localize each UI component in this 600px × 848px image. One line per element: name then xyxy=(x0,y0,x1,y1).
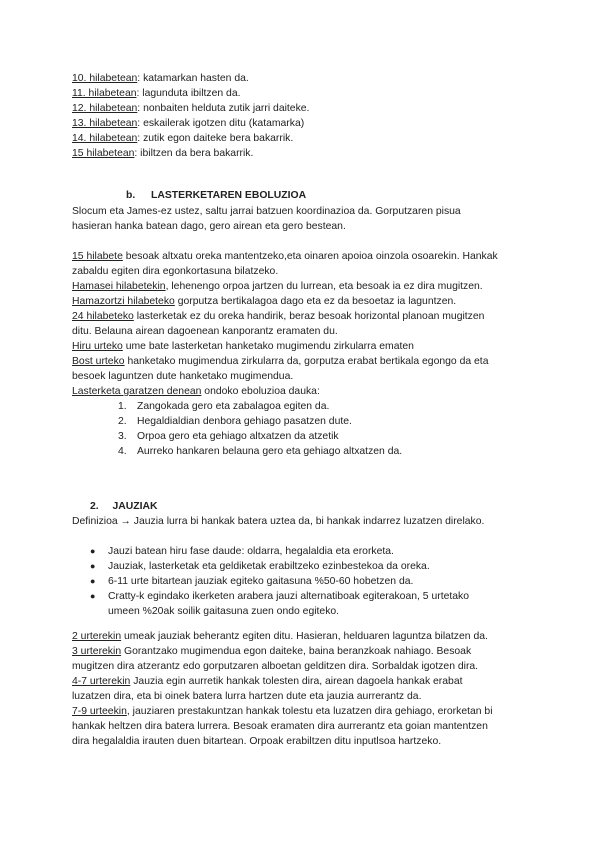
month-term: 12. hilabetean xyxy=(72,103,138,114)
month-term: 13. hilabetean xyxy=(72,118,138,129)
age-term: 7-9 urteekin xyxy=(72,706,127,717)
age-paragraph-line xyxy=(72,675,462,688)
age-term: 2 urterekin xyxy=(72,631,122,642)
age-paragraph-line xyxy=(72,645,471,658)
section-2-heading xyxy=(90,500,157,513)
age-paragraph-line xyxy=(72,385,320,398)
age-paragraph-line: dira hegalaldia irauten duen bitartean. Orpoak erabiltzen ditu inputlsoa hartzeko. xyxy=(72,736,442,747)
month-text: : lagunduta ibiltzen da. xyxy=(136,88,241,99)
section-2-title: JAUZIAK xyxy=(112,501,158,512)
bullet-dot: ● xyxy=(90,561,96,571)
list-number: 1. xyxy=(118,401,127,412)
list-number: 2. xyxy=(118,416,127,427)
age-text: lasterketak ez du oreka handirik, beraz besoak horizontal planoan mugitzen xyxy=(133,311,485,322)
bullet-item: Jauziak, lasterketak eta geldiketak erabiltzeko ezinbestekoa da oreka. xyxy=(108,561,430,572)
section-b-letter: b. xyxy=(126,190,136,201)
bullet-item: Cratty-k egindako ikerketen arabera jauzi alternatiboak egiterakoan, 5 urtetako xyxy=(108,591,469,602)
age-paragraph-line: ditu. Belauna airean dagoenean kanporantz eramaten du. xyxy=(72,326,338,337)
age-paragraph-line xyxy=(72,630,488,643)
age-text: ondoko eboluzioa dauka: xyxy=(201,386,320,397)
bullet-item: Jauzi batean hiru fase daude: oldarra, hegalaldia eta erorketa. xyxy=(108,546,394,557)
section-2-number: 2. xyxy=(90,501,99,512)
age-term: 24 hilabeteko xyxy=(72,311,134,322)
month-text: : ibiltzen da bera bakarrik. xyxy=(134,148,254,159)
section-b-title: LASTERKETAREN EBOLUZIOA xyxy=(151,190,307,201)
age-paragraph-line: hankak heltzen dira batera lurrera. Besoak eramaten dira aurrerantz eta goian mantentzen xyxy=(72,721,488,732)
month-item xyxy=(72,102,309,115)
age-paragraph-line: luzatzen dira, eta bi oinek batera lurra hartzen dute eta jauzia aurrerantz da. xyxy=(72,691,422,702)
age-paragraph-line xyxy=(72,250,498,263)
age-paragraph-line xyxy=(72,310,484,323)
age-term: 15 hilabete xyxy=(72,251,123,262)
month-item xyxy=(72,72,249,85)
list-item: Hegaldialdian denbora gehiago pasatzen dute. xyxy=(137,416,352,427)
month-item xyxy=(72,132,293,145)
month-term: 10. hilabetean xyxy=(72,73,138,84)
age-text: hanketako mugimendua zirkularra da, gorputza erabat bertikala egongo da eta xyxy=(124,356,489,367)
age-term: 4-7 urterekin xyxy=(72,676,131,687)
age-term: Lasterketa garatzen denean xyxy=(72,386,202,397)
list-item: Zangokada gero eta zabalagoa egiten da. xyxy=(137,401,330,412)
month-term: 11. hilabetean xyxy=(72,88,137,99)
month-text: : eskailerak igotzen ditu (katamarka) xyxy=(137,118,305,129)
age-term: Hamasei hilabetekin xyxy=(72,281,166,292)
age-paragraph-line: mugitzen dira atzerantz edo gorputzaren alboetan gelditzen dira. Sorbaldak igotzen dira. xyxy=(72,661,479,672)
bullet-item-continuation: umeen %20ak soilik gaitasuna zuen ondo egiteko. xyxy=(108,606,340,617)
age-text: , lehenengo orpoa jartzen du lurrean, eta besoak ia ez dira mugitzen. xyxy=(165,281,483,292)
age-paragraph-line xyxy=(72,280,483,293)
month-term: 15 hilabetean xyxy=(72,148,135,159)
age-text: umeak jauziak beherantz egiten ditu. Hasieran, helduaren laguntza bilatzen da. xyxy=(121,631,488,642)
age-paragraph-line xyxy=(72,705,493,718)
list-number: 4. xyxy=(118,446,127,457)
month-item xyxy=(72,147,253,160)
month-text: : nonbaiten helduta zutik jarri daiteke. xyxy=(137,103,310,114)
list-number: 3. xyxy=(118,431,127,442)
month-text: : zutik egon daiteke bera bakarrik. xyxy=(137,133,294,144)
age-text: , jauziaren prestakuntzan hankak tolestu eta luzatzen dira gehiago, erorketan bi xyxy=(126,706,493,717)
section-b-intro-line: Slocum eta James-ez ustez, saltu jarrai batzuen koordinazioa da. Gorputzaren pisua xyxy=(72,206,461,217)
age-text: besoak altxatu oreka mantentzeko,eta oinaren apoioa oinzola osoarekin. Hankak xyxy=(122,251,498,262)
age-text: Gorantzako mugimendua egon daiteke, baina beranzkoak nahiago. Besoak xyxy=(121,646,472,657)
age-text: gorputza bertikalagoa dago eta ez da besoetaz ia laguntzen. xyxy=(174,296,457,307)
age-paragraph-line: besoek laguntzen dute hanketako mugimendua. xyxy=(72,371,294,382)
age-paragraph-line xyxy=(72,340,414,353)
bullet-dot: ● xyxy=(90,546,96,556)
age-term: Hamazortzi hilabeteko xyxy=(72,296,175,307)
bullet-dot: ● xyxy=(90,591,96,601)
age-term: Hiru urteko xyxy=(72,341,123,352)
age-text: ume bate lasterketan hanketako mugimendu zirkularra ematen xyxy=(122,341,414,352)
age-term: Bost urteko xyxy=(72,356,125,367)
list-item: Aurreko hankaren belauna gero eta gehiago altxatzen da. xyxy=(137,446,403,457)
month-item xyxy=(72,87,241,100)
section-b-intro-line: hasieran hanka batean dago, gero airean eta gero bestean. xyxy=(72,221,346,232)
age-term: 3 urterekin xyxy=(72,646,122,657)
month-term: 14. hilabetean xyxy=(72,133,138,144)
age-text: Jauzia egin aurretik hankak tolesten dira, airean dagoela hankak erabat xyxy=(130,676,463,687)
age-paragraph-line: zabaldu egiten dira egonkortasuna bilatzeko. xyxy=(72,266,279,277)
bullet-dot: ● xyxy=(90,576,96,586)
age-paragraph-line xyxy=(72,295,456,308)
age-paragraph-line xyxy=(72,355,488,368)
list-item: Orpoa gero eta gehiago altxatzen da atzetik xyxy=(137,431,339,442)
month-item xyxy=(72,117,304,130)
month-text: : katamarkan hasten da. xyxy=(137,73,249,84)
definition-line: Definizioa → Jauzia lurra bi hankak batera uztea da, bi hankak indarrez luzatzen direlako. xyxy=(72,516,485,527)
bullet-item: 6-11 urte bitartean jauziak egiteko gaitasuna %50-60 hobetzen da. xyxy=(108,576,414,587)
section-b-heading xyxy=(126,189,306,202)
